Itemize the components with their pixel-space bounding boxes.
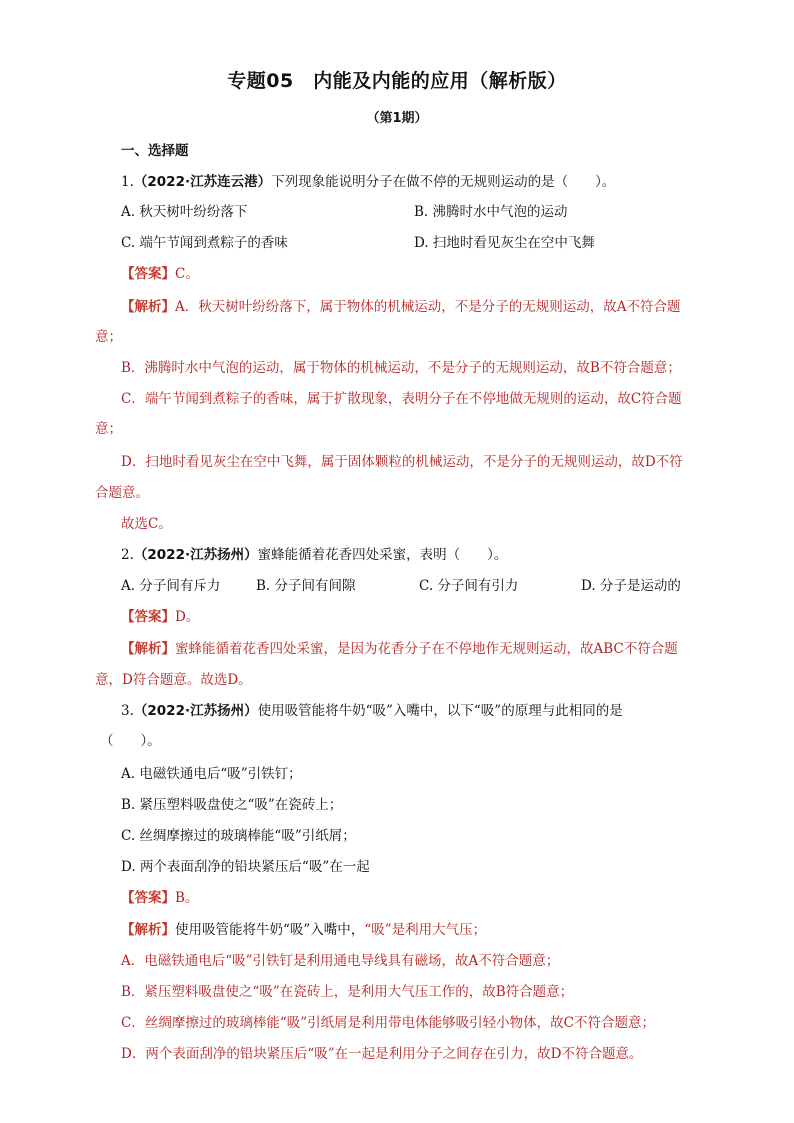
analysis-text: 蜜蜂能循着花香四处采蜜，是因为花香分子在不停地作无规则运动，故ABC不符合题: [175, 641, 678, 657]
analysis-line: 意；: [95, 421, 122, 437]
question-source: （2022·江苏扬州）: [133, 547, 258, 563]
option-b: B. 沸腾时水中气泡的运动: [414, 204, 568, 220]
answer-line: [121, 888, 198, 908]
analysis-line: 意，D符合题意。故选D。: [95, 672, 252, 688]
option-a: A. 电磁铁通电后“吸”引铁钉；: [121, 766, 302, 782]
analysis-tag: 【解析】: [121, 641, 175, 657]
analysis-tag: 【解析】: [121, 299, 175, 315]
answer-value: B。: [175, 890, 199, 906]
analysis-line: D．两个表面刮净的铅块紧压后“吸”在一起是利用分子之间存在引力，故D不符合题意。: [121, 1046, 643, 1062]
analysis-line: [121, 297, 681, 317]
analysis-line: B．紧压塑料吸盘使之“吸”在瓷砖上，是利用大气压工作的，故B符合题意；: [121, 984, 574, 1000]
question-source: （2022·江苏扬州）: [133, 703, 258, 719]
analysis-tag: 【解析】: [121, 922, 175, 938]
section-heading: 一、选择题: [121, 143, 189, 159]
answer-tag: 【答案】: [121, 890, 175, 906]
question-number: 3.: [121, 703, 134, 719]
option-d: D. 扫地时看见灰尘在空中飞舞: [414, 235, 595, 251]
analysis-line: C．端午节闻到煮粽子的香味，属于扩散现象，表明分子在不停地做无规则的运动，故C符合题: [121, 391, 682, 407]
analysis-line: 合题意。: [95, 485, 149, 501]
option-a: A. 分子间有斥力: [121, 578, 221, 594]
answer-tag: 【答案】: [121, 609, 175, 625]
question-text: 蜜蜂能循着花香四处采蜜，表明（ ）。: [257, 547, 508, 563]
option-c: C. 分子间有引力: [419, 578, 519, 594]
question-3-stem-cont: （ ）。: [100, 733, 161, 749]
option-d: D. 分子是运动的: [581, 578, 681, 594]
question-3-stem: [121, 701, 623, 721]
answer-line: [121, 264, 199, 284]
analysis-line: C．丝绸摩擦过的玻璃棒能“吸”引纸屑是利用带电体能够吸引轻小物体，故C不符合题意；: [121, 1015, 655, 1031]
analysis-line: B．沸腾时水中气泡的运动，属于物体的机械运动，不是分子的无规则运动，故B不符合题意；: [121, 360, 681, 376]
analysis-line: [121, 920, 486, 940]
question-text: 使用吸管能将牛奶“吸”入嘴中，以下“吸”的原理与此相同的是: [257, 703, 623, 719]
question-number: 2.: [121, 547, 134, 563]
answer-value: C。: [175, 266, 199, 282]
option-c: C. 端午节闻到煮粽子的香味: [121, 235, 288, 251]
analysis-text: A．秋天树叶纷纷落下，属于物体的机械运动，不是分子的无规则运动，故A不符合题: [175, 299, 681, 315]
question-source: （2022·江苏连云港）: [133, 174, 272, 190]
answer-line: [121, 607, 199, 627]
option-b: B. 分子间有间隙: [256, 578, 356, 594]
option-b: B. 紧压塑料吸盘使之“吸”在瓷砖上；: [121, 797, 343, 813]
answer-value: D。: [175, 609, 200, 625]
question-text: 下列现象能说明分子在做不停的无规则运动的是（ ）。: [271, 174, 616, 190]
page-title: 专题05 内能及内能的应用（解析版）: [227, 70, 567, 92]
analysis-line: A．电磁铁通电后“吸”引铁钉是利用通电导线具有磁场，故A不符合题意；: [121, 953, 560, 969]
question-number: 1.: [121, 174, 134, 190]
analysis-line: D．扫地时看见灰尘在空中飞舞，属于固体颗粒的机械运动，不是分子的无规则运动，故D不符: [121, 454, 683, 470]
option-d: D. 两个表面刮净的铅块紧压后“吸”在一起: [121, 859, 370, 875]
analysis-line: 意；: [95, 329, 122, 345]
analysis-text: 使用吸管能将牛奶“吸”入嘴中，: [175, 922, 365, 938]
question-2-stem: [121, 545, 507, 565]
analysis-line: [121, 639, 678, 659]
answer-tag: 【答案】: [121, 266, 175, 282]
question-1-stem: [121, 172, 615, 192]
option-a: A. 秋天树叶纷纷落下: [121, 204, 248, 220]
option-c: C. 丝绸摩擦过的玻璃棒能“吸”引纸屑；: [121, 828, 356, 844]
analysis-text-highlight: “吸”是利用大气压；: [364, 922, 487, 938]
page-subtitle: （第1期）: [366, 111, 428, 126]
conclusion-line: 故选C。: [121, 516, 172, 532]
